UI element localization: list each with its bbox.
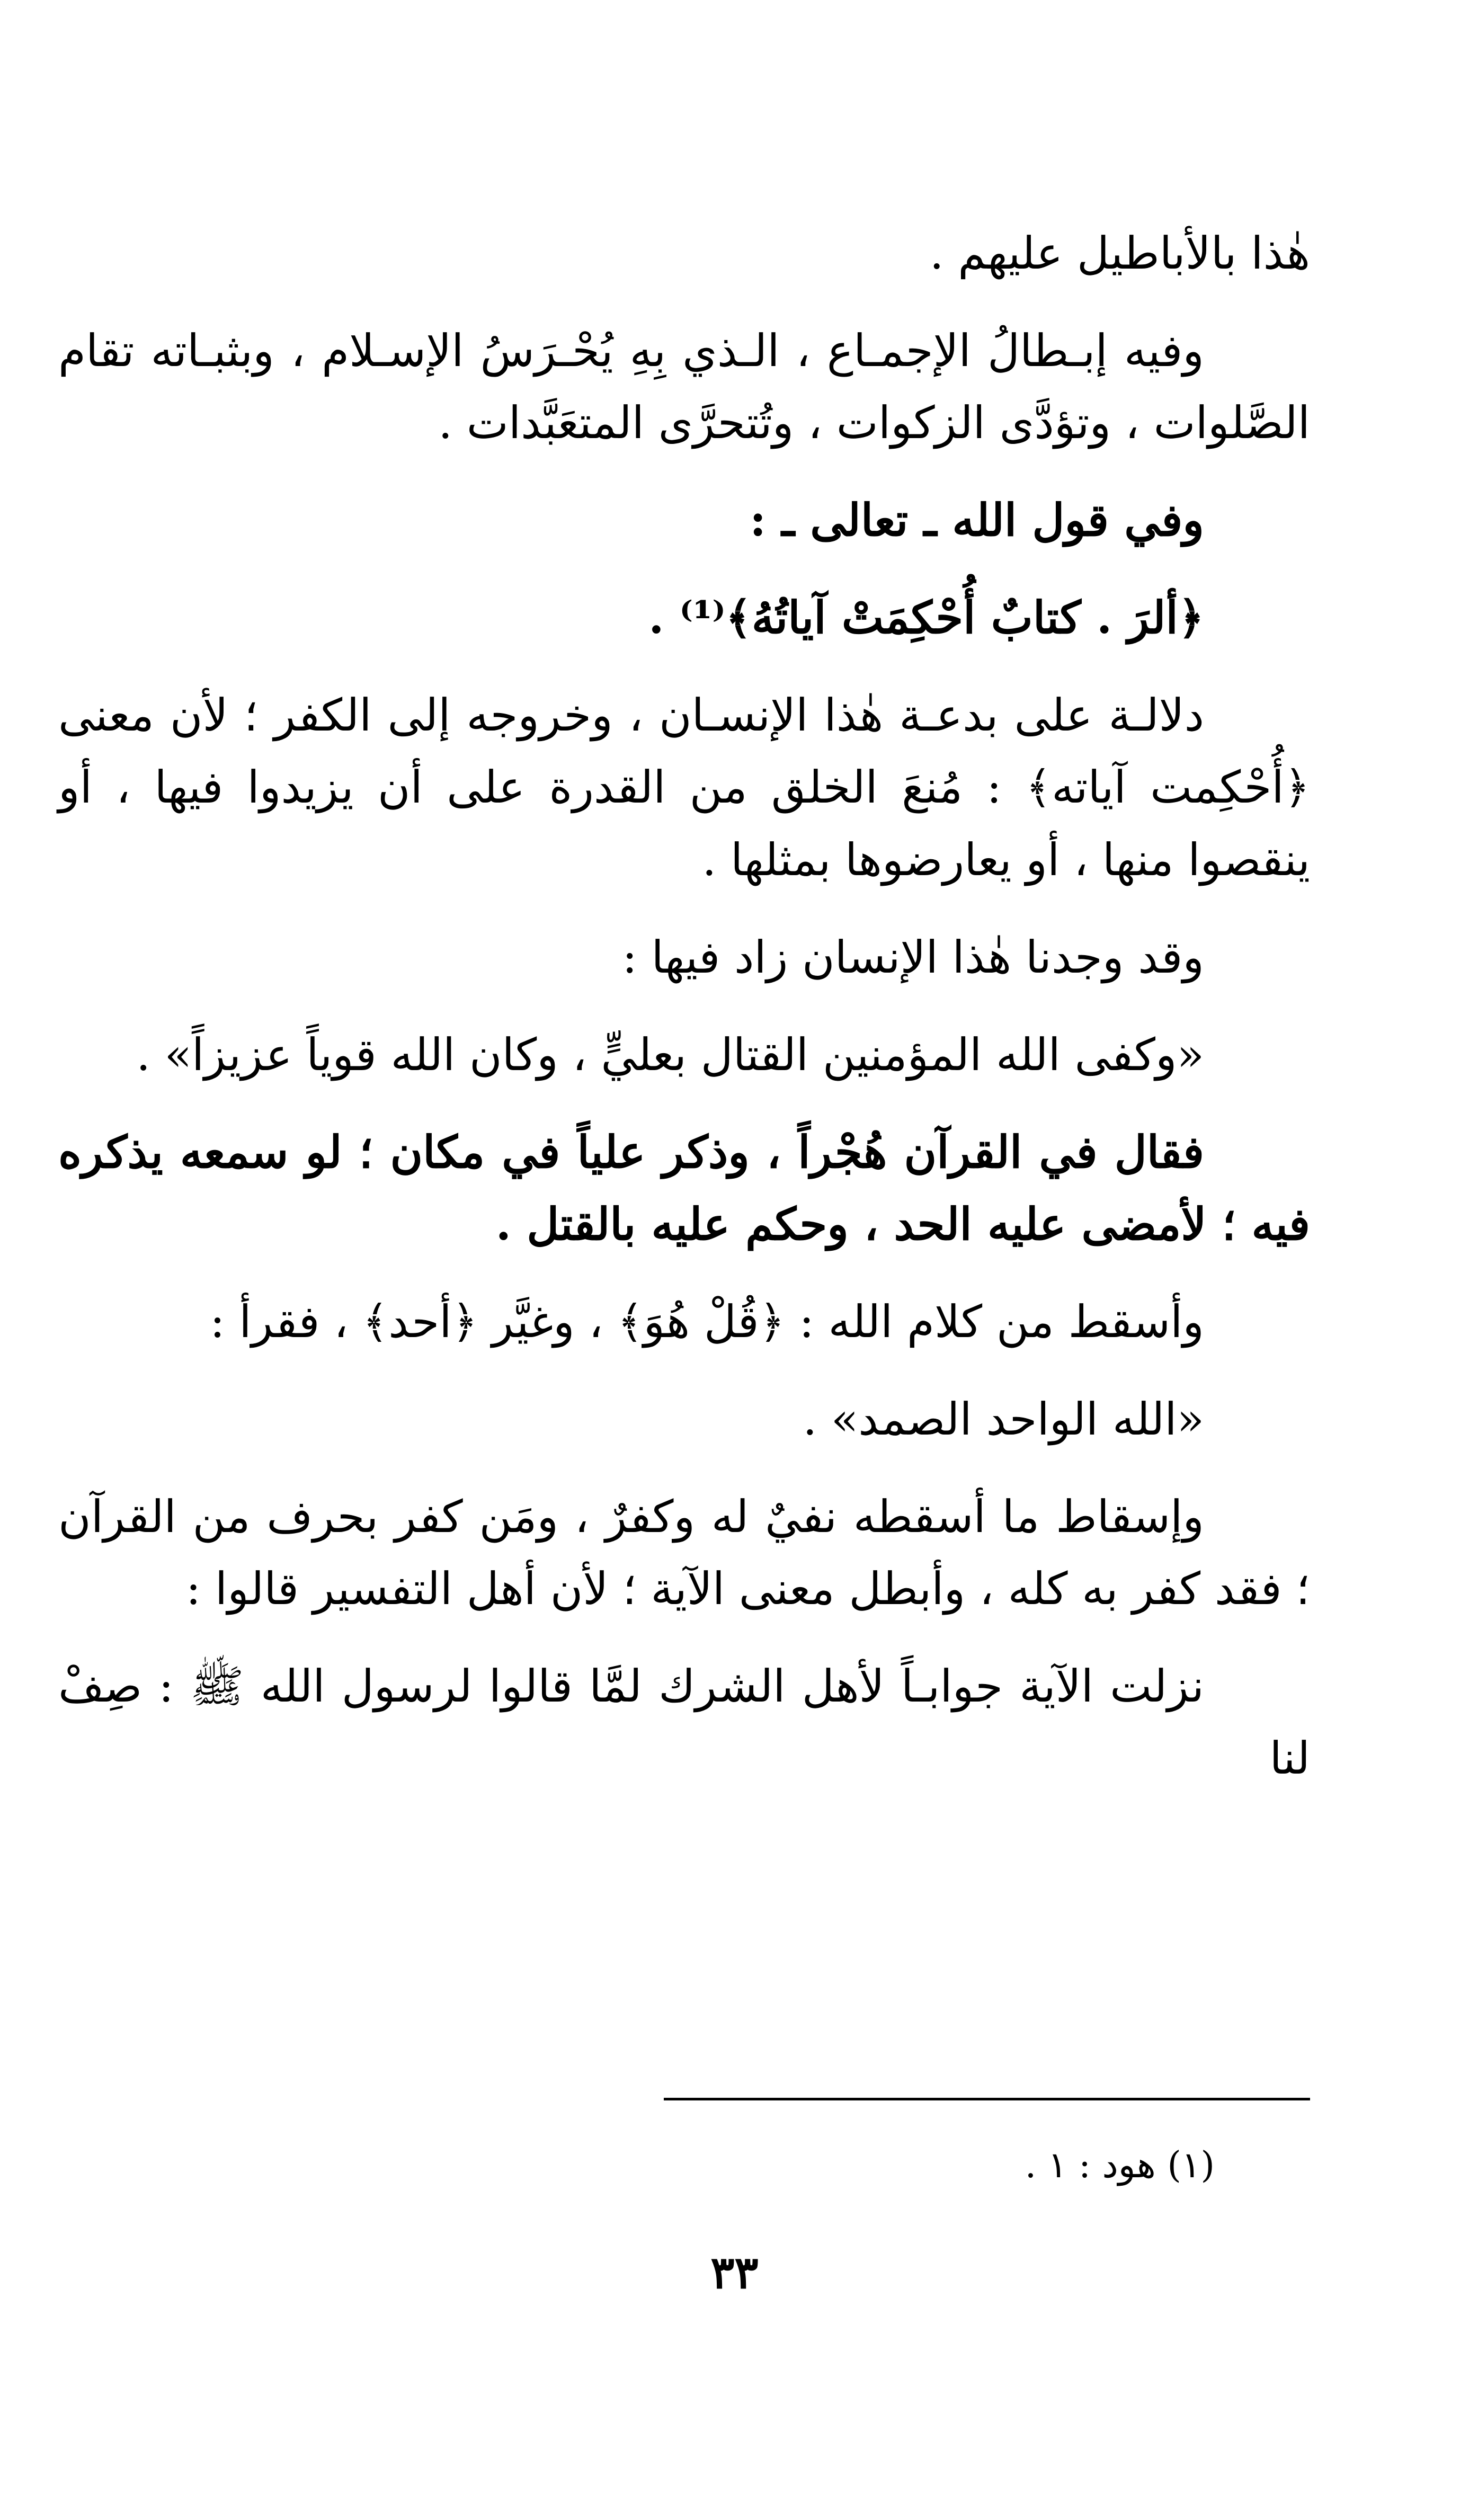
paragraph-6: فقال في القرآن هُجْراً ، وذكر علياً في مكان ؛ لو سمعه يذكره فيه ؛ لأمضى عليه الحد ، وحكم عليه بالقتل . <box>58 1125 1310 1250</box>
paragraph-9: نزلت الآية جوابـاً لأهل الشرك لمَّا قالوا لرسول الله ﷺ : صِفْ لنا <box>58 1660 1310 1785</box>
quran-verse-1: ﴿ألرَ . كتابٌ أُحْكِمَتْ آياتُهُ﴾⁽¹⁾ . <box>648 591 1204 644</box>
footnote-divider <box>664 2098 1310 2100</box>
quoted-alteration-2: «الله الواحد الصمد» . <box>803 1393 1204 1446</box>
quoted-alteration-1: «وكفى الله المؤمنين القتال بعليٍّ ، وكان الله قوياً عزيزاً» . <box>136 1028 1204 1081</box>
paragraph-5: وقد وجدنا هٰذا الإنسان زاد فيها : <box>622 931 1204 983</box>
paragraph-4: دلالـة على بدعـة هٰذا الإنسـان ، وخروجه إلى الكفر ؛ لأن معنى ﴿أُحْكِمت آياته﴾ : مُنعَ الخلق من القدرة على أن يزيدوا فيها ، أو ينقصوا منها ، أو يعارضوها بمثلها . <box>58 689 1310 886</box>
body-text <box>58 217 1310 1820</box>
paragraph-7: وأسقط من كلام الله : ﴿قُلْ هُوَ﴾ ، وغيَّر ﴿أحد﴾ ، فقرأ : <box>210 1295 1204 1348</box>
footnote: (١) هود : ١ . <box>1025 2144 1215 2186</box>
paragraph-3: وفي قول الله ـ تعالى ـ : <box>750 494 1204 547</box>
paragraph-8: وإسقاط ما أسقطه نفيٌ له وكفرٌ ، ومَن كفر بحرف من القرآن ؛ فقد كفر به كله ، وأبطل معنى الآية ؛ لأن أهل التفسير قالوا : <box>58 1491 1310 1615</box>
page-number: ٣٣ <box>710 2246 759 2299</box>
paragraph-1: هٰذا بالأباطيل عليهم . <box>929 227 1310 279</box>
paragraph-2: وفيه إبـطالُ الإجمـاع ، الـذي بِهِ يُحْـرَسُ الإسـلام ، وبثبـاته تقام الصَّلوات ، وتؤدَّى الزكوات ، وتُتحرَّى المتعَبَّدات . <box>58 325 1310 449</box>
